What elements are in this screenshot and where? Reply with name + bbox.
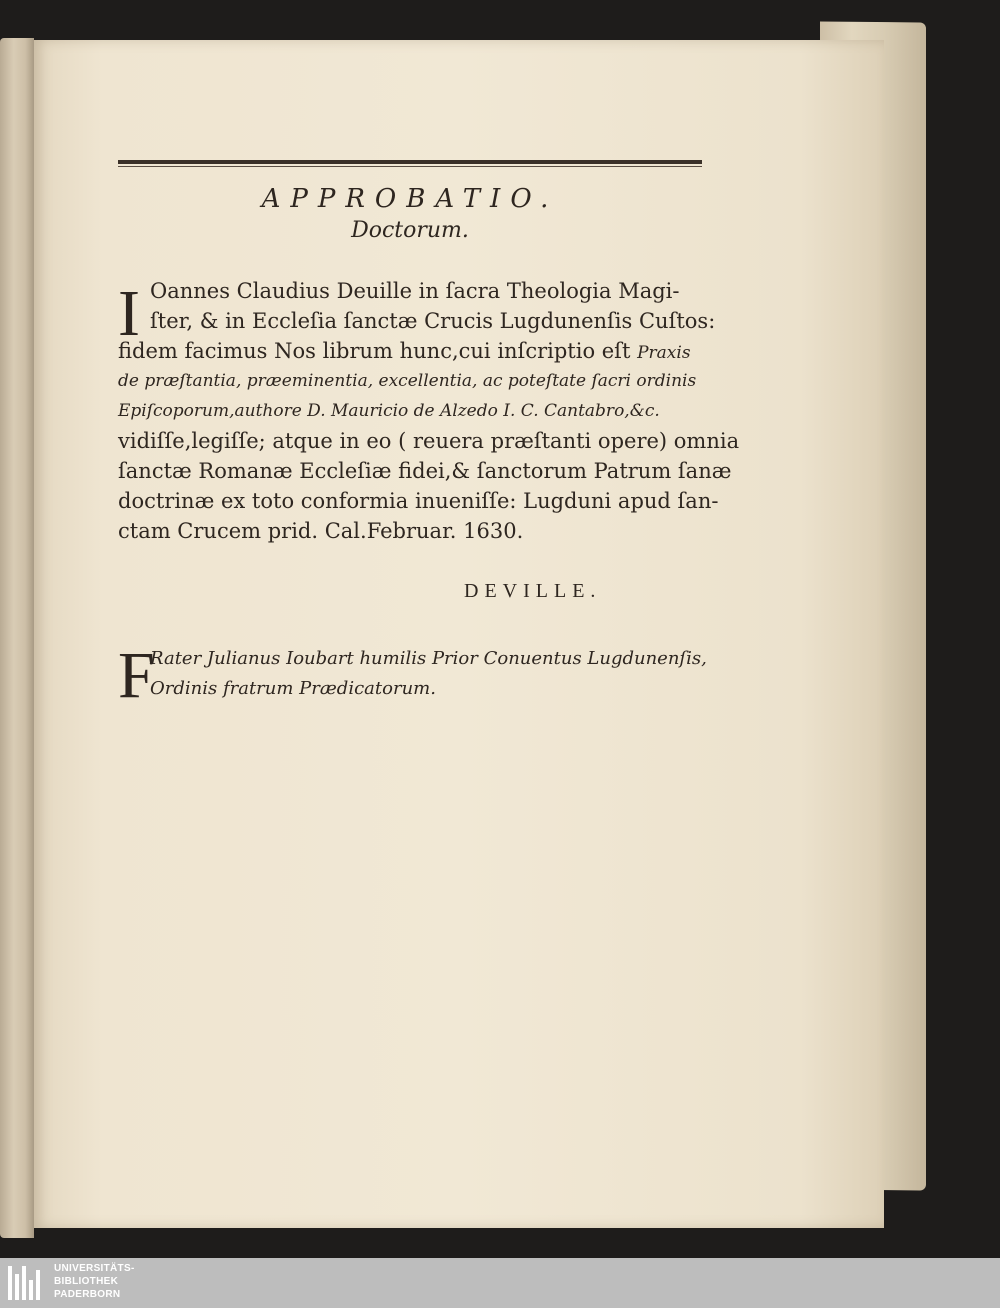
paragraph-line: doctrinæ ex toto conformia inueniſſe: Lugduni apud ſan-: [118, 489, 719, 513]
paragraph-line: Oannes Claudius Deuille in ſacra Theologia Magi-: [150, 279, 680, 303]
paragraph-line: vidiſſe,legiſſe; atque in eo ( reuera præſtanti opere) omnia: [118, 429, 740, 453]
previous-page-edge: [0, 38, 34, 1238]
paragraph-line: [118, 336, 718, 366]
logo-line: PADERBORN: [54, 1289, 121, 1300]
logo-line: UNIVERSITÄTS-: [54, 1263, 135, 1274]
book-page: [34, 40, 884, 1228]
paragraph-line: ſanctæ Romanæ Eccleſiæ fidei,& ſanctorum Patrum ſanæ: [118, 459, 732, 483]
approbation-paragraph: [118, 276, 740, 546]
paragraph-line: Rater Julianus Ioubart humilis Prior Conuentus Lugdunenſis,: [150, 648, 707, 669]
paragraph-line-italic: Praxis: [637, 343, 691, 363]
paragraph-line: de præſtantia, præeminentia, excellentia, ac poteſtate ſacri ordinis: [118, 371, 697, 391]
page-subtitle: Doctorum.: [351, 218, 469, 243]
signature-deville: DEVILLE.: [464, 580, 602, 602]
library-logo-text: [54, 1262, 135, 1301]
drop-capital-f: F: [118, 639, 155, 712]
paragraph-line: ſter, & in Eccleſia ſanctæ Crucis Lugdunenſis Cuſtos:: [150, 309, 716, 333]
paragraph-line-text: fidem facimus Nos librum hunc,cui inſcriptio eſt: [118, 339, 631, 363]
paragraph-line: Epiſcoporum,authore D. Mauricio de Alzedo I. C. Cantabro,&c.: [118, 401, 660, 421]
library-logo-icon: [8, 1266, 46, 1300]
drop-capital-i: I: [118, 277, 140, 350]
header-rule: [118, 160, 702, 164]
paragraph-line: Ordinis fratrum Prædicatorum.: [150, 678, 436, 699]
logo-line: BIBLIOTHEK: [54, 1276, 119, 1287]
page-title: APPROBATIO.: [261, 184, 559, 214]
paragraph-line: ctam Crucem prid. Cal.Februar. 1630.: [118, 519, 524, 543]
library-footer-bar: [0, 1258, 1000, 1308]
second-approbation-paragraph: [118, 639, 718, 712]
